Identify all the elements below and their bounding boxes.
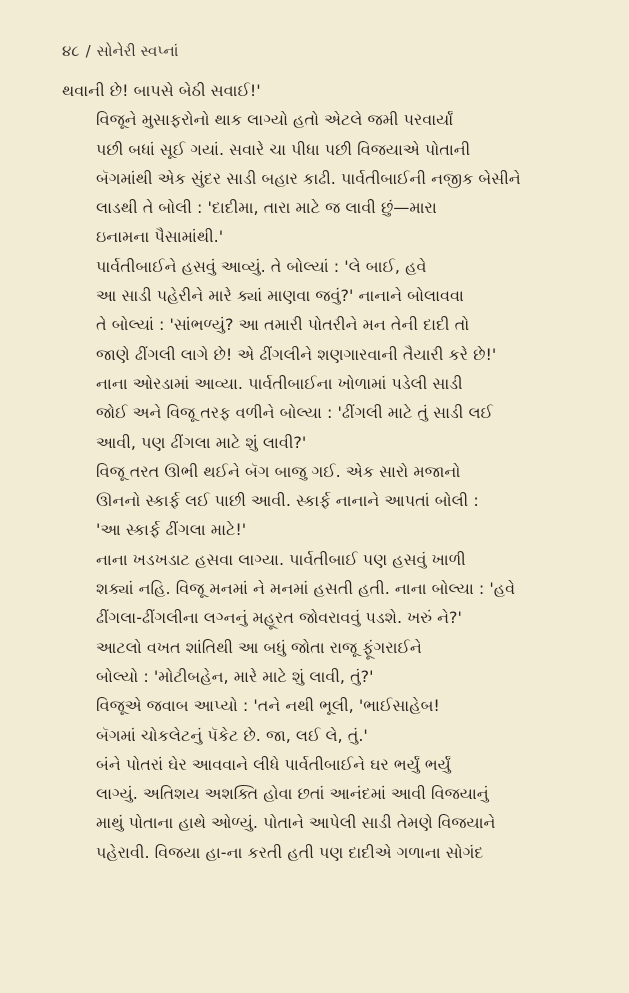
text-line: પાર્વતીબાઈને હસવું આવ્યું. તે બોલ્યાં : 'લે બાઈ, હવે (96, 256, 427, 276)
text-line: બોલ્યો : 'મોટીબહેન, મારે માટે શું લાવી, તું?' (96, 666, 374, 686)
text-line: માથું પોતાના હાથે ઓળ્યું. પોતાને આપેલી સાડી તેમણે વિજયાને (96, 813, 496, 833)
text-line: થવાની છે! બાપસે બેઠી સવાઈ!' (62, 81, 261, 100)
text-line: બૅગમાં ચોકલેટનું પૅકેટ છે. જા, લઈ લે, તું.' (96, 725, 368, 745)
paragraph (62, 105, 599, 251)
text-line: 'આ સ્કાર્ફ ઢીંગલા માટે!' (96, 520, 247, 540)
text-line: ઇનામના પૈસામાંથી.' (96, 227, 224, 247)
paragraph (62, 76, 599, 105)
text-line: જોઈ અને વિજૂ તરફ વળીને બોલ્યા : 'ઢીંગલી માટે તું સાડી લઈ (96, 403, 493, 423)
paragraph (62, 457, 599, 545)
text-line: બંને પોતરાં ઘેર આવવાને લીધે પાર્વતીબાઈને ઘર ભર્યું ભર્યું (96, 754, 451, 774)
text-line: વિજૂને મુસાફરોનો થાક લાગ્યો હતો એટલે જમી પરવાર્યાં (96, 110, 454, 130)
text-line: વિજૂ તરત ઊભી થઈને બૅગ બાજુ ગઈ. એક સારો મજાનો (96, 461, 461, 481)
paragraph (62, 750, 599, 867)
paragraph (62, 633, 599, 692)
paragraph (62, 691, 599, 750)
text-line: આટલો વખત શાંતિથી આ બધું જોતા રાજૂ ફૂંગરાઈને (96, 637, 422, 657)
text-line: પહેરાવી. વિજયા હા-ના કરતી હતી પણ દાદીએ ગળાના સોગંદ (96, 842, 484, 862)
text-line: પછી બધાં સૂઈ ગયાં. સવારે ચા પીધા પછી વિજયાએ પોતાની (96, 139, 471, 159)
text-line: વિજૂએ જવાબ આપ્યો : 'તને નથી ભૂલી, 'ભાઈસાહેબ! (96, 696, 440, 716)
text-line: તે બોલ્યાં : 'સાંભળ્યું? આ તમારી પોતરીને મન તેની દાદી તો (96, 315, 470, 335)
text-line: નાના ખડખડાટ હસવા લાગ્યા. પાર્વતીબાઈ પણ હસવું ખાળી (96, 549, 466, 569)
text-line: શક્યાં નહિ. વિજૂ મનમાં ને મનમાં હસતી હતી. નાના બોલ્યા : 'હવે (96, 579, 516, 599)
text-line: આવી, પણ ઢીંગલા માટે શું લાવી?' (96, 432, 307, 452)
text-line: બૅગમાંથી એક સુંદર સાડી બહાર કાઢી. પાર્વતીબાઈની નજીક બેસીને (96, 168, 521, 188)
text-line: ઢીંગલા-ઢીંગલીના લગ્નનું મહૂરત જોવરાવવું પડશે. ખરું ને?' (96, 608, 462, 628)
text-line: આ સાડી પહેરીને મારે ક્યાં માણવા જવું?' નાનાને બોલાવવા (96, 286, 464, 306)
text-line: ઊનનો સ્કાર્ફ લઈ પાછી આવી. સ્કાર્ફ નાનાને આપતાં બોલી : (96, 491, 479, 511)
page-number: ૪૮ (62, 42, 80, 60)
body-text (62, 76, 599, 867)
paragraph (62, 252, 599, 369)
paragraph (62, 545, 599, 633)
book-title: સોનેરી સ્વપ્નાં (96, 42, 179, 60)
header-separator: / (85, 42, 91, 60)
text-line: લાડથી તે બોલી : 'દાદીમા, તારા માટે જ લાવી છું—મારા (96, 198, 437, 218)
text-line: જાણે ઢીંગલી લાગે છે! એ ઢીંગલીને શણગારવાની તૈયારી કરે છે!' (96, 344, 497, 364)
text-line: નાના ઓરડામાં આવ્યા. પાર્વતીબાઈના ખોળામાં પડેલી સાડી (96, 373, 463, 393)
running-header (62, 40, 599, 62)
text-line: લાગ્યું. અતિશય અશક્તિ હોવા છતાં આનંદમાં આવી વિજયાનું (96, 784, 489, 804)
paragraph (62, 369, 599, 457)
